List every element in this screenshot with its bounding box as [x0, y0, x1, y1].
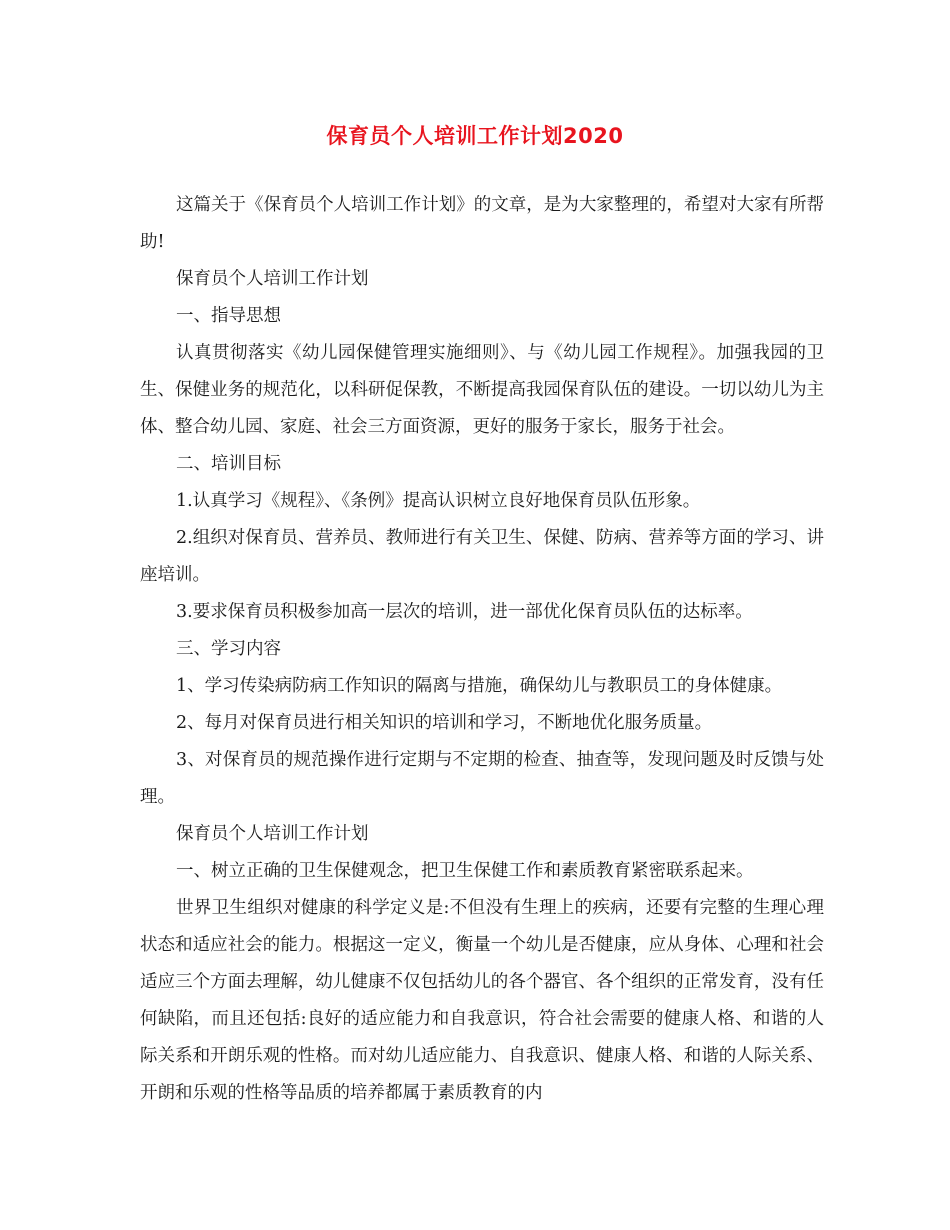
- paragraph-guiding-ideas: 认真贯彻落实《幼儿园保健管理实施细则》、与《幼儿园工作规程》。加强我园的卫生、保健业务的规范化，以科研促保教，不断提高我园保育队伍的建设。一切以幼儿为主体、整合幼儿园、家庭、社会三方面资源，更好的服务于家长，服务于社会。: [140, 343, 824, 437]
- section-heading-study-content: 三、学习内容: [176, 639, 281, 659]
- list-item-content-3: 3、对保育员的规范操作进行定期与不定期的检查、抽查等，发现问题及时反馈与处理。: [140, 750, 824, 807]
- document-title: 保育员个人培训工作计划2020: [326, 124, 624, 148]
- section-heading-training-goals: 二、培训目标: [176, 454, 281, 474]
- list-item-goal-1: 1.认真学习《规程》、《条例》提高认识树立良好地保育员队伍形象。: [176, 491, 701, 511]
- list-item-content-1: 1、学习传染病防病工作知识的隔离与措施，确保幼儿与教职员工的身体健康。: [176, 676, 783, 696]
- list-item-content-2: 2、每月对保育员进行相关知识的培训和学习，不断地优化服务质量。: [176, 713, 713, 733]
- paragraph-intro: 这篇关于《保育员个人培训工作计划》的文章，是为大家整理的，希望对大家有所帮助!: [140, 195, 824, 252]
- document-body: [140, 187, 824, 1112]
- section-heading-health-concept: 一、树立正确的卫生保健观念，把卫生保健工作和素质教育紧密联系起来。: [176, 861, 754, 881]
- list-item-goal-2: 2.组织对保育员、营养员、教师进行有关卫生、保健、防病、营养等方面的学习、讲座培训。: [140, 528, 824, 585]
- list-item-goal-3: 3.要求保育员积极参加高一层次的培训，进一部优化保育员队伍的达标率。: [176, 602, 753, 622]
- paragraph-heading-plan: 保育员个人培训工作计划: [176, 269, 369, 289]
- section-heading-guiding-ideas: 一、指导思想: [176, 306, 281, 326]
- paragraph-heading-plan-2: 保育员个人培训工作计划: [176, 824, 369, 844]
- paragraph-health-definition: 世界卫生组织对健康的科学定义是:不但没有生理上的疾病，还要有完整的生理心理状态和适应社会的能力。根据这一定义，衡量一个幼儿是否健康，应从身体、心理和社会适应三个方面去理解，幼儿健康不仅包括幼儿的各个器官、各个组织的正常发育，没有任何缺陷，而且还包括:良好的适应能力和自我意识，符合社会需要的健康人格、和谐的人际关系和开朗乐观的性格。而对幼儿适应能力、自我意识、健康人格、和谐的人际关系、开朗和乐观的性格等品质的培养都属于素质教育的内: [140, 898, 824, 1103]
